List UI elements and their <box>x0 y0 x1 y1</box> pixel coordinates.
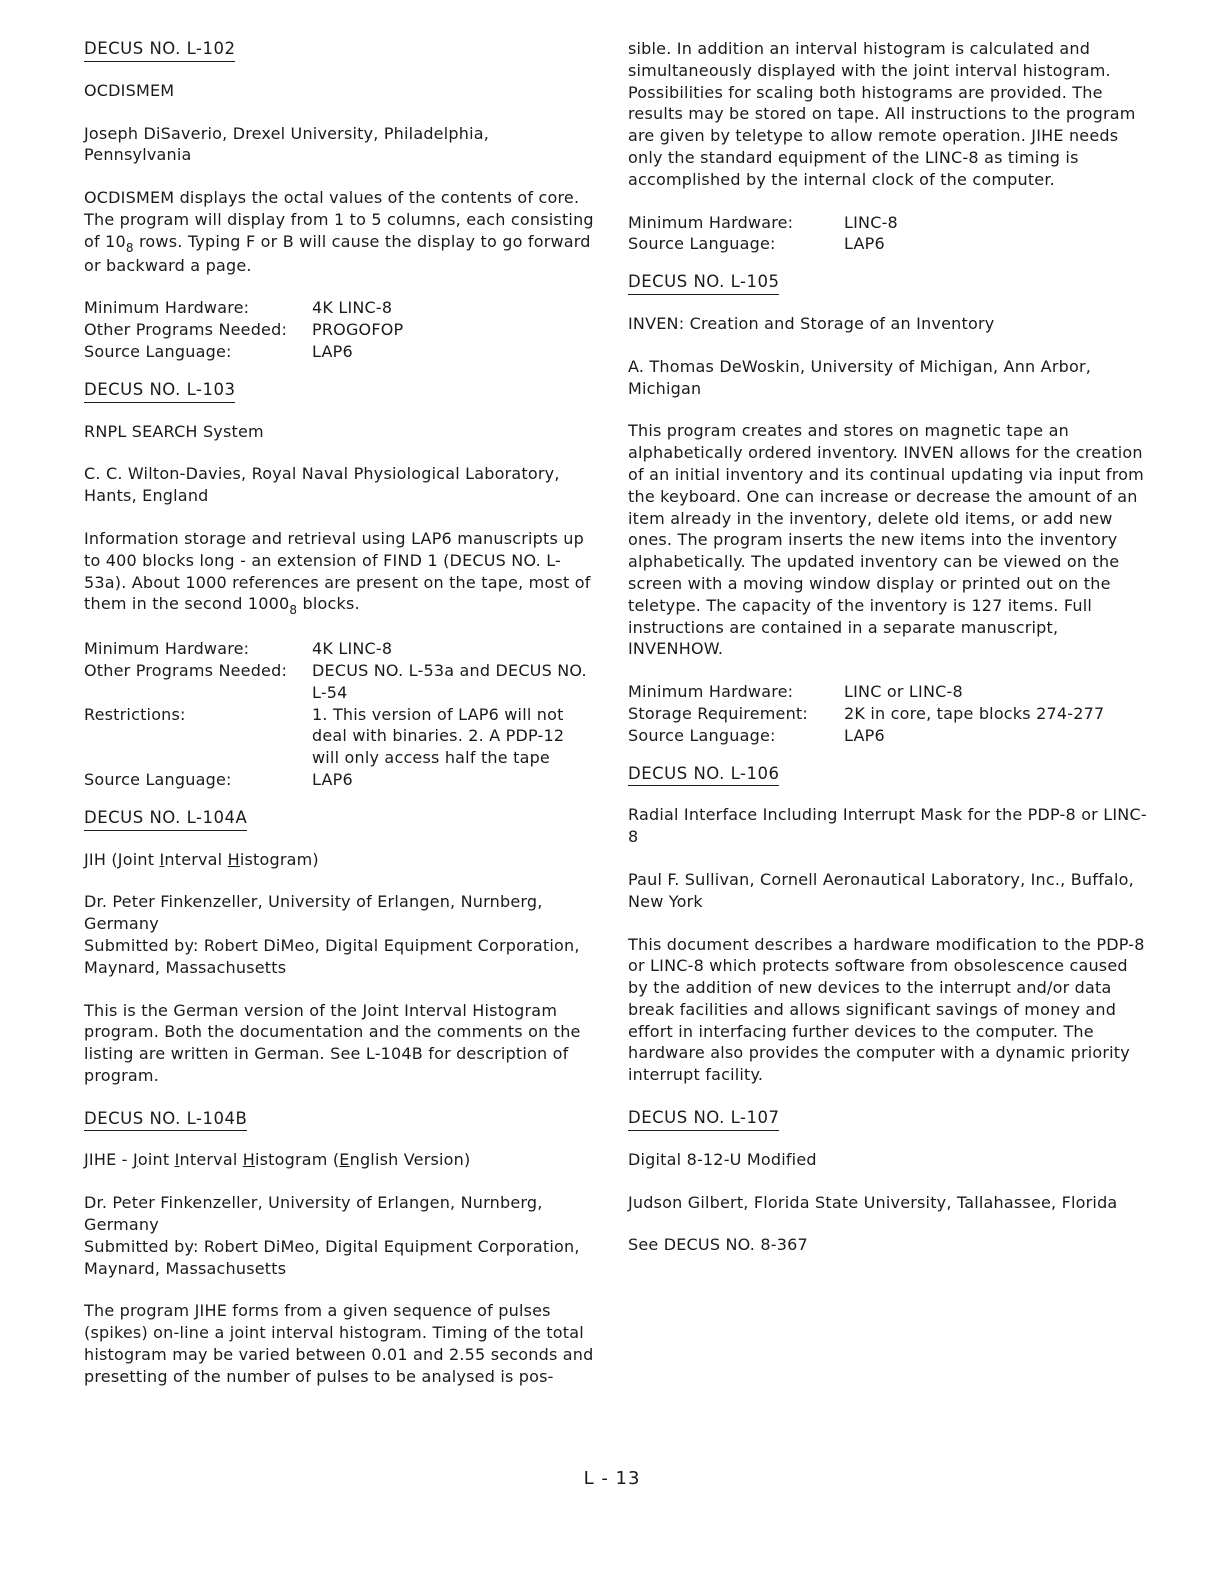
see-l107: See DECUS NO. 8-367 <box>628 1235 808 1255</box>
right-column <box>628 38 1148 1277</box>
title-l104a: JIH (Joint Interval Histogram) <box>84 849 319 869</box>
desc-l104b: The program JIHE forms from a given sequence of pulses (spikes) on-line a joint interval histogram. Timing of the total histogram may be varied between 0.01 and 2.55 seconds and presetting of the number of pulses to be analysed is pos- <box>84 1301 594 1386</box>
title-l105: INVEN: Creation and Storage of an Inventory <box>628 313 995 333</box>
author-l104a: Dr. Peter Finkenzeller, University of Erlangen, Nurnberg, Germany <box>84 892 543 934</box>
title-l102: OCDISMEM <box>84 80 175 100</box>
author-l107: Judson Gilbert, Florida State University, Tallahassee, Florida <box>628 1192 1118 1212</box>
hw-l105: Minimum Hardware: LINC or LINC-8 Storage Requirement: 2K in core, tape blocks 274-277 Source Language: LAP6 <box>628 682 1105 745</box>
author-l105: A. Thomas DeWoskin, University of Michigan, Ann Arbor, Michigan <box>628 356 1092 398</box>
submitted-l104b: Submitted by: Robert DiMeo, Digital Equipment Corporation, Maynard, Massachusetts <box>84 1236 580 1278</box>
author-l103: C. C. Wilton-Davies, Royal Naval Physiological Laboratory, Hants, England <box>84 464 560 506</box>
desc-l102: OCDISMEM displays the octal values of the contents of core. The program will display from 1 to 5 columns, each consisting of $10_8$ rows. Typing F or B will cause the display to go forward or backward a page. <box>84 188 594 275</box>
hw-l104b: Minimum Hardware: LINC-8 Source Language: LAP6 <box>628 212 898 254</box>
heading-l107: DECUS NO. L-107 <box>628 1107 779 1131</box>
heading-l105: DECUS NO. L-105 <box>628 271 779 295</box>
submitted-l104a: Submitted by: Robert DiMeo, Digital Equipment Corporation, Maynard, Massachusetts <box>84 935 580 977</box>
title-l103: RNPL SEARCH System <box>84 421 264 441</box>
author-l102: Joseph DiSaverio, Drexel University, Philadelphia, Pennsylvania <box>84 123 489 165</box>
author-l104b: Dr. Peter Finkenzeller, University of Erlangen, Nurnberg, Germany <box>84 1193 543 1235</box>
heading-l103: DECUS NO. L-103 <box>84 379 235 403</box>
title-l106: Radial Interface Including Interrupt Mask for the PDP-8 or LINC-8 <box>628 805 1147 847</box>
title-l104b: JIHE - Joint Interval Histogram (English Version) <box>84 1150 471 1170</box>
hw-l102: Minimum Hardware: 4K LINC-8 Other Programs Needed: PROGOFOP Source Language: LAP6 <box>84 298 404 361</box>
desc-l104b-continued: sible. In addition an interval histogram is calculated and simultaneously displayed with the joint interval histogram. Possibilities for scaling both histograms are provided. The results may be stored on tape. All instructions to the program are given by teletype to allow remote operation. JIHE needs only the standard equipment of the LINC-8 as timing is accomplished by the internal clock of the computer. <box>628 39 1136 189</box>
desc-l104a: This is the German version of the Joint Interval Histogram program. Both the documentation and the comments on the listing are written in German. See L-104B for description of program. <box>84 1000 581 1085</box>
desc-l103: Information storage and retrieval using LAP6 manuscripts up to 400 blocks long - an extension of FIND 1 (DECUS NO. L-53a). About 1000 references are present on the tape, most of them in the second $1000_8$ blocks. <box>84 528 591 618</box>
title-l107: Digital 8-12-U Modified <box>628 1149 817 1169</box>
left-column <box>84 38 594 1409</box>
heading-l104b: DECUS NO. L-104B <box>84 1108 247 1132</box>
desc-l106: This document describes a hardware modification to the PDP-8 or LINC-8 which protects software from obsolescence caused by the addition of new devices to the interrupt and/or data break facilities and allows significant savings of money and effort in interfacing further devices to the computer. The hardware also provides the computer with a dynamic priority interrupt facility. <box>628 934 1145 1085</box>
desc-l105: This program creates and stores on magnetic tape an alphabetically ordered inventory. INVEN allows for the creation of an initial inventory and its continual updating via input from the keyboard. One can increase or decrease the amount of an item already in the inventory, delete old items, or add new ones. The program inserts the new items into the inventory alphabetically. The updated inventory can be viewed on the screen with a moving window display or printed out on the teletype. The capacity of the inventory is 127 items. Full instructions are contained in a separate manuscript, INVENHOW. <box>628 421 1144 659</box>
heading-l104a: DECUS NO. L-104A <box>84 807 247 831</box>
heading-l106: DECUS NO. L-106 <box>628 763 779 787</box>
page-number: L - 13 <box>583 1468 641 1489</box>
heading-l102: DECUS NO. L-102 <box>84 38 235 62</box>
author-l106: Paul F. Sullivan, Cornell Aeronautical Laboratory, Inc., Buffalo, New York <box>628 869 1134 911</box>
hw-l103: Minimum Hardware: 4K LINC-8 Other Programs Needed: DECUS NO. L-53a and DECUS NO. L-54 Restrictions: 1. This version of LAP6 will not deal with binaries. 2. A PDP-12 will only access half the tape Source Language: LAP6 <box>84 639 587 789</box>
